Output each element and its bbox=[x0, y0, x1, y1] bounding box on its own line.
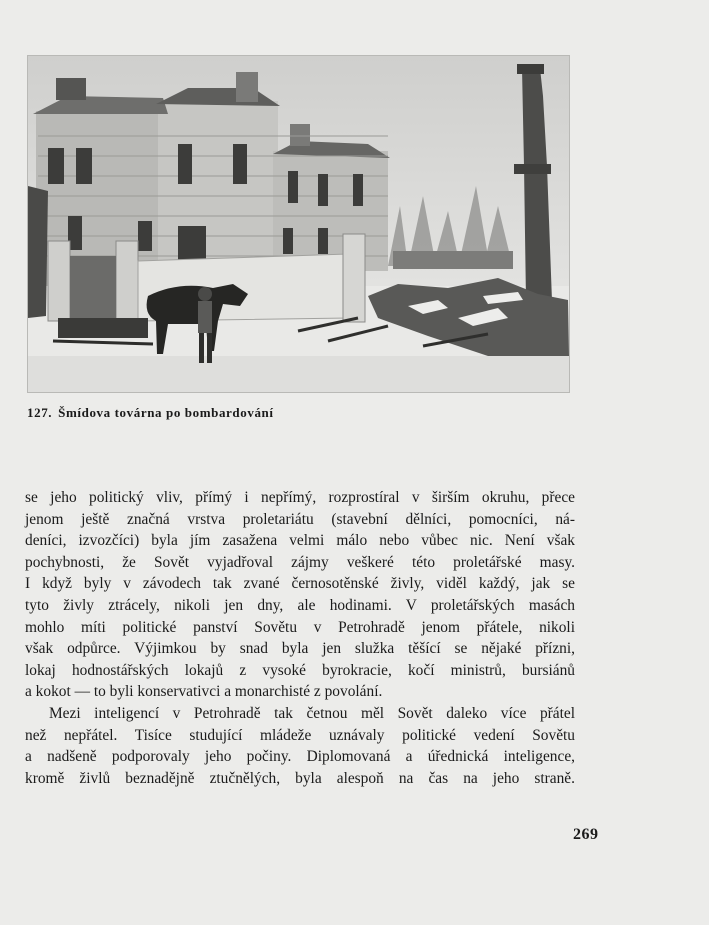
text-line: deníci, izvozčíci) byla jím zasažena velmi málo nebo vůbec nic. Není však bbox=[25, 532, 575, 550]
figure-caption bbox=[27, 405, 274, 421]
text-line: a kokot — to byli konservativci a monarchisté z povolání. bbox=[25, 683, 383, 701]
figure-number: 127. bbox=[27, 405, 53, 420]
paragraph-2 bbox=[25, 703, 575, 789]
paragraph-1 bbox=[25, 487, 575, 703]
text-line: Mezi inteligencí v Petrohradě tak četnou měl Sovět daleko více přátel bbox=[49, 704, 575, 722]
figure-caption-text: Šmídova továrna po bombardování bbox=[58, 405, 274, 420]
text-line: však odpůrce. Výjimkou by snad byla jen služka těšící se nějaké přízni, bbox=[25, 640, 575, 658]
text-line: než nepřátel. Tisíce studující mládeže uznávaly politické vedení Sovětu bbox=[25, 726, 575, 744]
text-line: pochybnosti, že Sovět vyjadřoval zájmy veškeré této proletářské masy. bbox=[25, 553, 575, 571]
text-line: jenom ještě značná vrstva proletariátu (stavební dělníci, pomocníci, ná- bbox=[25, 510, 575, 528]
page-number: 269 bbox=[573, 826, 599, 843]
photograph-bombed-factory bbox=[27, 55, 570, 393]
text-line: lokaj hodnostářských lokajů z vysoké byrokracie, kočí ministrů, bursiánů bbox=[25, 661, 575, 679]
body-text bbox=[25, 487, 575, 789]
text-line: tyto živly ztrácely, nikoli jen dny, ale hodinami. V proletářských masách bbox=[25, 596, 575, 614]
text-line: a nadšeně podporovaly jeho počiny. Diplomovaná a úřednická inteligence, bbox=[25, 748, 575, 766]
text-line: I když byly v závodech tak zvané černosotěnské živly, viděl každý, jak se bbox=[25, 575, 575, 593]
text-line: kromě živlů beznadějně ztučnělých, byla alespoň na čas na jeho straně. bbox=[25, 769, 575, 787]
text-line: mohlo míti politické panství Sovětu v Petrohradě jenom přátele, nikoli bbox=[25, 618, 575, 636]
text-line: se jeho politický vliv, přímý i nepřímý, rozprostíral v širším okruhu, přece bbox=[25, 489, 575, 506]
